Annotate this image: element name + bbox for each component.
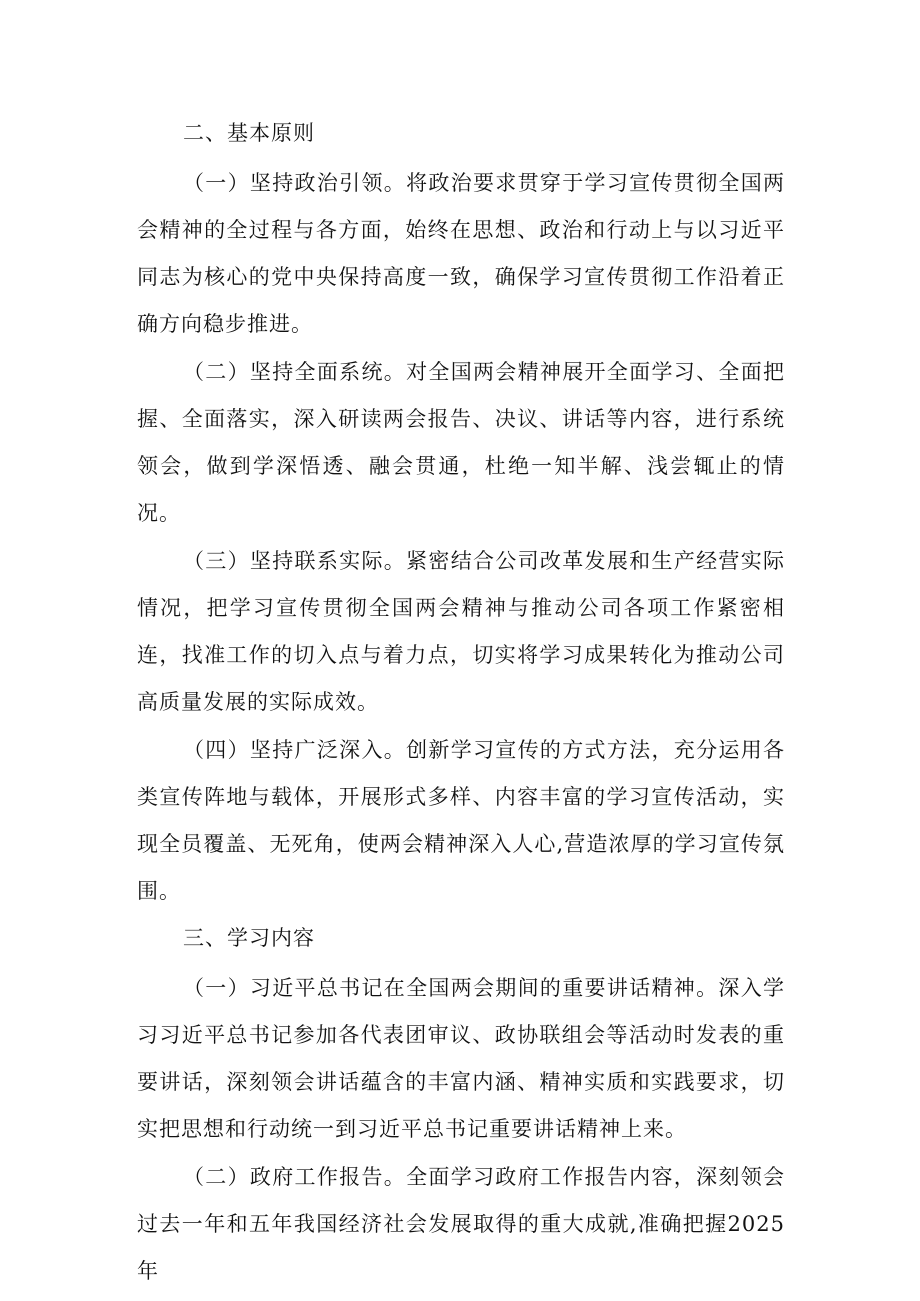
principle-paragraph-4: （四）坚持广泛深入。创新学习宣传的方式方法，充分运用各类宣传阵地与载体，开展形式多样、内容丰富的学习宣传活动，实现全员覆盖、无死角，使两会精神深入人心,营造浓厚的学习宣传氛围。 <box>137 738 785 903</box>
content-paragraph-1: （一）习近平总书记在全国两会期间的重要讲话精神。深入学习习近平总书记参加各代表团审议、政协联组会等活动时发表的重要讲话，深刻领会讲话蕴含的丰富内涵、精神实质和实践要求，切实把思想和行动统一到习近平总书记重要讲话精神上来。 <box>137 976 785 1141</box>
section-heading-study-content: 三、学习内容 <box>183 926 315 950</box>
principle-paragraph-3: （三）坚持联系实际。紧密结合公司改革发展和生产经营实际情况，把学习宣传贯彻全国两会精神与推动公司各项工作紧密相连，找准工作的切入点与着力点，切实将学习成果转化为推动公司高质量发展的实际成效。 <box>137 549 785 714</box>
content-paragraph-2: （二）政府工作报告。全面学习政府工作报告内容，深刻领会过去一年和五年我国经济社会发展取得的重大成就,准确把握2025年 <box>137 1165 785 1283</box>
document-body <box>137 110 785 1295</box>
section-heading-basic-principles: 二、基本原则 <box>183 121 315 145</box>
principle-paragraph-1: （一）坚持政治引领。将政治要求贯穿于学习宣传贯彻全国两会精神的全过程与各方面，始终在思想、政治和行动上与以习近平同志为核心的党中央保持高度一致，确保学习宣传贯彻工作沿着正确方向稳步推进。 <box>137 171 785 336</box>
principle-paragraph-2: （二）坚持全面系统。对全国两会精神展开全面学习、全面把握、全面落实，深入研读两会报告、决议、讲话等内容，进行系统领会，做到学深悟透、融会贯通，杜绝一知半解、浅尝辄止的情况。 <box>137 360 785 525</box>
